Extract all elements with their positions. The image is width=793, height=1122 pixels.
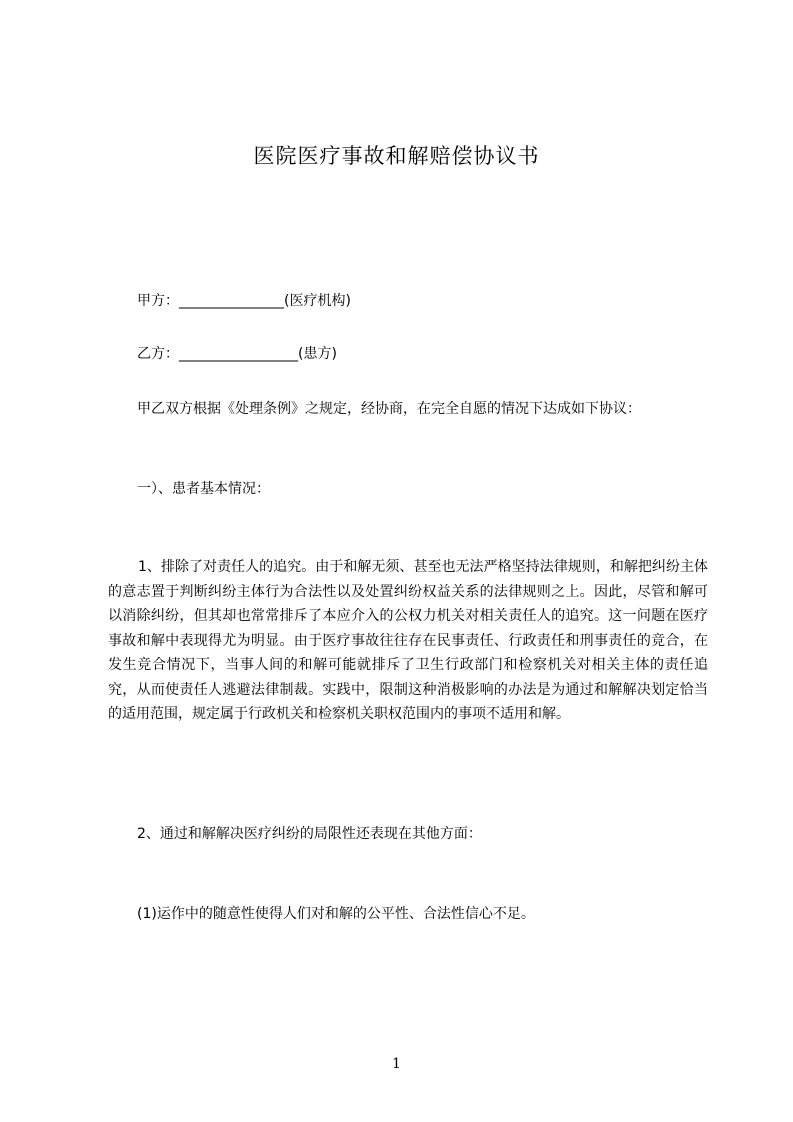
item-1-paragraph: 1、排除了对责任人的追究。由于和解无须、甚至也无法严格坚持法律规则，和解把纠纷主体的意志置于判断纠纷主体行为合法性以及处置纠纷权益关系的法律规则之上。因此，尽管和解可以消除纠纷，但其却也常常排斥了本应介入的公权力机关对相关责任人的追究。这一问题在医疗事故和解中表现得尤为明显。由于医疗事故往往存在民事责任、行政责任和刑事责任的竞合，在发生竞合情况下，当事人间的和解可能就排斥了卫生行政部门和检察机关对相关主体的责任追究，从而使责任人逃避法律制裁。实践中，限制这种消极影响的办法是为通过和解解决划定恰当的适用范围，规定属于行政机关和检察机关职权范围内的事项不适用和解。 (108, 559, 708, 722)
page-number: 1 (392, 1056, 401, 1072)
item-2-heading: 2、通过和解解决医疗纠纷的局限性还表现在其他方面： (137, 826, 482, 842)
section-heading: 一）、患者基本情况： (137, 481, 270, 497)
item-2-sub-1: (1)运作中的随意性使得人们对和解的公平性、合法性信心不足。 (137, 906, 535, 922)
document-title: 医院医疗事故和解赔偿协议书 (253, 144, 540, 168)
party-a-line: 甲方：_______________(医疗机构) (137, 293, 351, 309)
party-b-line: 乙方：_________________(患方) (137, 346, 337, 362)
intro-paragraph: 甲乙双方根据《处理条例》之规定，经协商，在完全自愿的情况下达成如下协议： (137, 401, 641, 417)
